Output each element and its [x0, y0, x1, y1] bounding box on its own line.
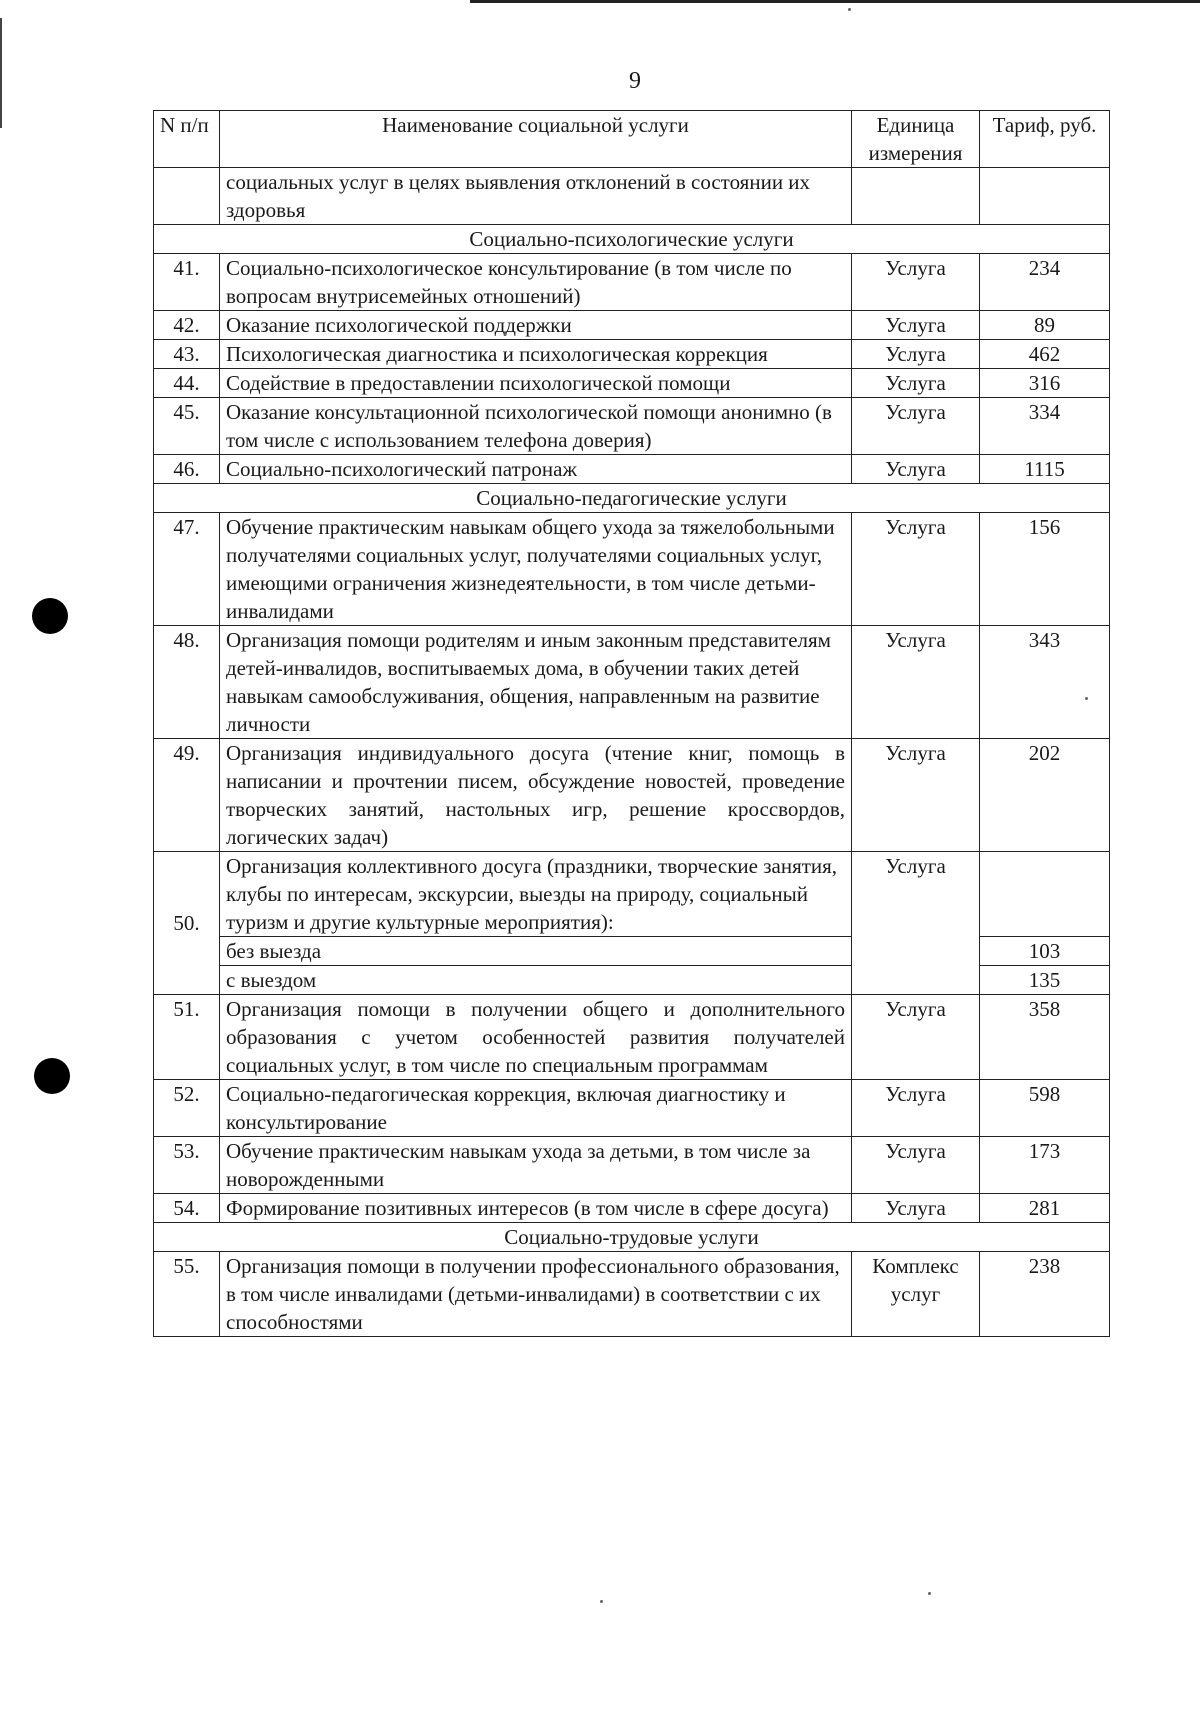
row-tariff: 316: [980, 369, 1110, 398]
row-unit: Услуга: [852, 455, 980, 484]
services-tariff-table: [153, 110, 1110, 1337]
page-number: 9: [629, 68, 641, 94]
table-row: [154, 513, 1110, 626]
row-tariff: 173: [980, 1137, 1110, 1194]
subrow-name: с выездом: [220, 966, 852, 995]
row-number: 50.: [154, 852, 220, 995]
row-service-name: Организация помощи в получении общего и дополнительного образования с учетом особенностей развития получателей социальных услуг, в том числе по специальным программам: [220, 995, 852, 1080]
row-number: 43.: [154, 340, 220, 369]
row-service-name: Оказание психологической поддержки: [220, 311, 852, 340]
row-tariff: 462: [980, 340, 1110, 369]
row-number: 55.: [154, 1252, 220, 1337]
row-number: 54.: [154, 1194, 220, 1223]
row-service-name: Психологическая диагностика и психологическая коррекция: [220, 340, 852, 369]
row-service-name: Организация индивидуального досуга (чтение книг, помощь в написании и прочтении писем, обсуждение новостей, проведение творческих занятий, настольных игр, решение кроссвордов, логических задач): [220, 739, 852, 852]
row-tariff: 156: [980, 513, 1110, 626]
row-service-name: Содействие в предоставлении психологической помощи: [220, 369, 852, 398]
row-number: 41.: [154, 254, 220, 311]
row-tariff: 358: [980, 995, 1110, 1080]
table-row: [154, 398, 1110, 455]
row-tariff: 89: [980, 311, 1110, 340]
row-tariff: 334: [980, 398, 1110, 455]
row-number: 42.: [154, 311, 220, 340]
row-service-name: Организация коллективного досуга (праздники, творческие занятия, клубы по интересам, экскурсии, выезды на природу, социальный туризм и другие культурные мероприятия):: [220, 852, 852, 937]
section-title: Социально-педагогические услуги: [154, 484, 1110, 513]
row-service-name: Организация помощи в получении профессионального образования, в том числе инвалидами (детьми-инвалидами) в соответствии с их способностями: [220, 1252, 852, 1337]
subrow-name: без выезда: [220, 937, 852, 966]
row-service-name: Оказание консультационной психологической помощи анонимно (в том числе с использованием телефона доверия): [220, 398, 852, 455]
table-row: [154, 254, 1110, 311]
empty-cell: [980, 168, 1110, 225]
row-service-name: Обучение практическим навыкам ухода за детьми, в том числе за новорожденными: [220, 1137, 852, 1194]
table-header-row: [154, 111, 1110, 168]
continuation-row: [154, 168, 1110, 225]
row-service-name: Социально-психологический патронаж: [220, 455, 852, 484]
row-service-name: Обучение практическим навыкам общего ухода за тяжелобольными получателями социальных услуг, получателями социальных услуг, имеющими ограничения жизнедеятельности, в том числе детьми-инвалидами: [220, 513, 852, 626]
table-row: [154, 626, 1110, 739]
row-service-name: Социально-педагогическая коррекция, включая диагностику и консультирование: [220, 1080, 852, 1137]
empty-cell: [154, 168, 220, 225]
row-service-name: Организация помощи родителям и иным законным представителям детей-инвалидов, воспитываемых дома, в обучении таких детей навыкам самообслуживания, общения, направленным на развитие личности: [220, 626, 852, 739]
scan-speck: [928, 1592, 931, 1595]
punch-hole-mark: [32, 598, 68, 634]
punch-hole-mark: [34, 1058, 70, 1094]
table-row: [154, 1194, 1110, 1223]
table-row: [154, 1137, 1110, 1194]
scan-edge-line: [470, 0, 1200, 3]
section-title: Социально-психологические услуги: [154, 225, 1110, 254]
row-unit: Услуга: [852, 739, 980, 852]
row-number: 44.: [154, 369, 220, 398]
row-tariff: 598: [980, 1080, 1110, 1137]
row-unit: Услуга: [852, 311, 980, 340]
row-unit: Услуга: [852, 254, 980, 311]
row-tariff: 281: [980, 1194, 1110, 1223]
scan-speck: [600, 1600, 603, 1603]
row-number: 48.: [154, 626, 220, 739]
table-row: [154, 995, 1110, 1080]
header-service-name: Наименование социальной услуги: [220, 111, 852, 168]
row-number: 52.: [154, 1080, 220, 1137]
row-number: 45.: [154, 398, 220, 455]
row-tariff: 202: [980, 739, 1110, 852]
row-unit: Услуга: [852, 1194, 980, 1223]
row-number: 53.: [154, 1137, 220, 1194]
row-tariff: 238: [980, 1252, 1110, 1337]
subrow-tariff: 135: [980, 966, 1110, 995]
row-unit: Услуга: [852, 513, 980, 626]
row-tariff: 343: [980, 626, 1110, 739]
row-number: 46.: [154, 455, 220, 484]
continuation-text: социальных услуг в целях выявления отклонений в состоянии их здоровья: [220, 168, 852, 225]
header-number: N п/п: [154, 111, 220, 168]
row-number: 49.: [154, 739, 220, 852]
row-unit: Услуга: [852, 1080, 980, 1137]
header-tariff: Тариф, руб.: [980, 111, 1110, 168]
row-number: 51.: [154, 995, 220, 1080]
row-tariff: 234: [980, 254, 1110, 311]
table-row: [154, 852, 1110, 937]
row-number: 47.: [154, 513, 220, 626]
row-unit: Услуга: [852, 340, 980, 369]
row-unit: Услуга: [852, 852, 980, 995]
row-service-name: Формирование позитивных интересов (в том числе в сфере досуга): [220, 1194, 852, 1223]
section-header-row: [154, 484, 1110, 513]
header-unit: Единица измерения: [852, 111, 980, 168]
subrow-tariff: 103: [980, 937, 1110, 966]
section-header-row: [154, 225, 1110, 254]
row-unit: Комплекс услуг: [852, 1252, 980, 1337]
row-tariff: 1115: [980, 455, 1110, 484]
row-unit: Услуга: [852, 1137, 980, 1194]
table-row: [154, 455, 1110, 484]
row-unit: Услуга: [852, 995, 980, 1080]
table-row: [154, 1080, 1110, 1137]
section-header-row: [154, 1223, 1110, 1252]
table-row: [154, 340, 1110, 369]
row-unit: Услуга: [852, 626, 980, 739]
table-row: [154, 369, 1110, 398]
table-row: [154, 739, 1110, 852]
table-row: [154, 1252, 1110, 1337]
empty-cell: [852, 168, 980, 225]
empty-cell: [980, 852, 1110, 937]
table-row: [154, 311, 1110, 340]
row-unit: Услуга: [852, 369, 980, 398]
scan-speck: [848, 8, 851, 11]
section-title: Социально-трудовые услуги: [154, 1223, 1110, 1252]
row-unit: Услуга: [852, 398, 980, 455]
row-service-name: Социально-психологическое консультирование (в том числе по вопросам внутрисемейных отношений): [220, 254, 852, 311]
